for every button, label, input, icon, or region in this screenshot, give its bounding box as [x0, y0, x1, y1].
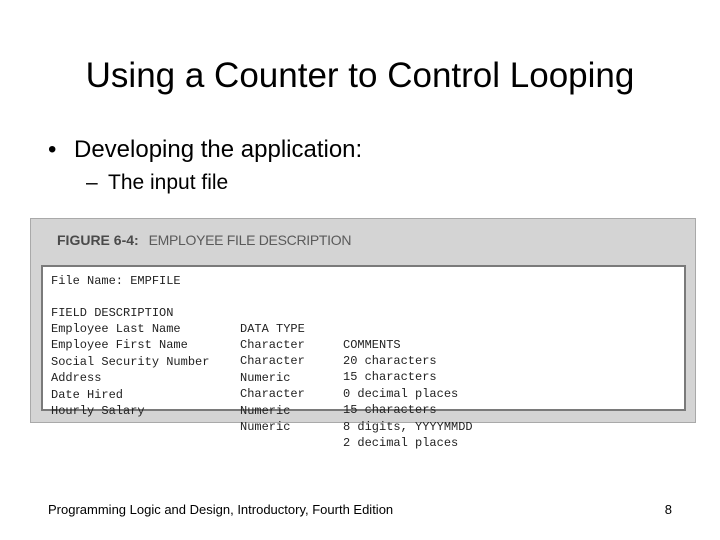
figure-number: FIGURE 6-4: [57, 232, 139, 248]
comments-cell: 8 digits, YYYYMMDD [343, 420, 473, 434]
field-description-cell: Hourly Salary [51, 404, 145, 418]
header-field-description: FIELD DESCRIPTION [51, 306, 174, 320]
field-description-cell: Address [51, 371, 102, 385]
header-data-type: DATA TYPE [240, 322, 305, 336]
data-type-cell: Character [240, 338, 305, 352]
comments-cell: 2 decimal places [343, 436, 459, 450]
comments-cell: 20 characters [343, 354, 437, 368]
sub-bullet-item [86, 168, 228, 198]
figure-panel [30, 218, 696, 450]
comments-cell: 15 characters [343, 370, 437, 384]
sub-bullet-marker: – [86, 171, 98, 194]
data-type-cell: Numeric [240, 404, 291, 418]
field-description-cell: Date Hired [51, 388, 124, 402]
header-comments: COMMENTS [343, 338, 401, 352]
comments-cell: 0 decimal places [343, 387, 459, 401]
bullet-marker: • [48, 136, 57, 163]
file-description-table [41, 265, 686, 450]
page-number: 8 [664, 502, 672, 517]
footer-text: Programming Logic and Design, Introductory, Fourth Edition [48, 502, 394, 517]
data-type-cell: Character [240, 354, 305, 368]
field-description-cell: Employee Last Name [51, 322, 181, 336]
figure-caption [57, 231, 351, 249]
file-name-line: File Name: EMPFILE [51, 274, 181, 288]
field-description-cell: Social Security Number [51, 355, 210, 369]
bullet-item [48, 134, 362, 166]
slide-title: Using a Counter to Control Looping [85, 56, 635, 95]
figure-title: EMPLOYEE FILE DESCRIPTION [148, 232, 352, 248]
field-description-cell: Employee First Name [51, 338, 188, 352]
comments-cell: 15 characters [343, 403, 437, 417]
data-type-cell: Character [240, 387, 305, 401]
data-type-cell: Numeric [240, 420, 291, 434]
bullet-text: Developing the application: [74, 136, 363, 163]
sub-bullet-text: The input file [108, 171, 229, 194]
data-type-cell: Numeric [240, 371, 291, 385]
